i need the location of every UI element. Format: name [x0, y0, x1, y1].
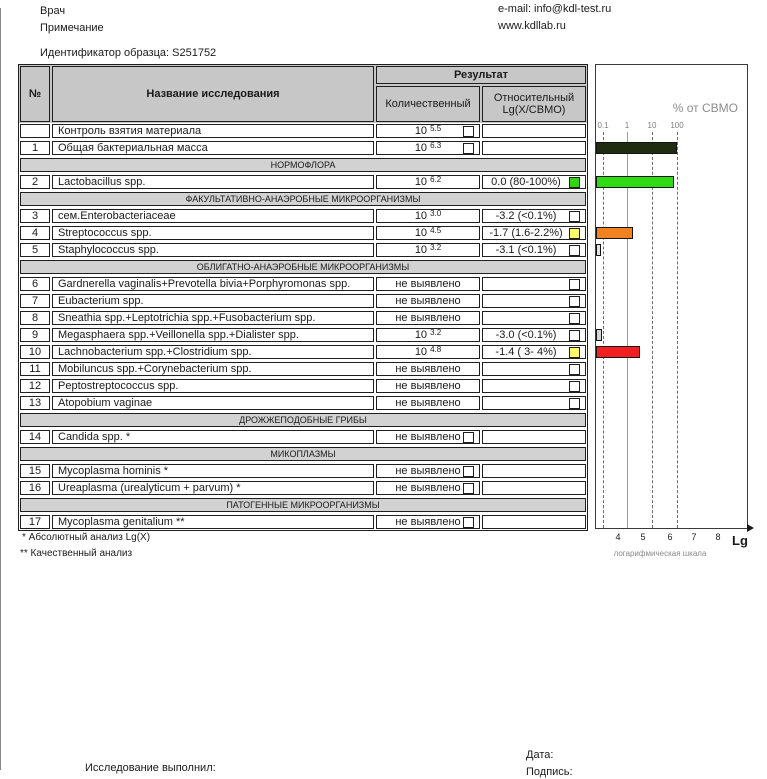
- not-detected-text: не выявлено: [395, 295, 461, 307]
- relative-result: [482, 175, 586, 189]
- table-row: [20, 277, 586, 291]
- relative-result: [482, 243, 586, 257]
- row-number: 11: [20, 362, 50, 376]
- row-number: 14: [20, 430, 50, 444]
- quantitative-result: [376, 209, 480, 223]
- relative-result: [482, 226, 586, 240]
- col-header-result: Результат: [376, 66, 586, 84]
- test-name: Candida spp. *: [52, 430, 374, 444]
- quantitative-result: [376, 362, 480, 376]
- table-body: [19, 124, 587, 530]
- result-checkbox: [569, 296, 580, 307]
- relative-result: [482, 481, 586, 495]
- test-name: Общая бактериальная масса: [52, 141, 374, 155]
- test-name: Gardnerella vaginalis+Prevotella bivia+Porphyromonas spp.: [52, 277, 374, 291]
- sample-id: Идентификатор образца: S251752: [40, 47, 217, 59]
- col-header-result-group: [376, 66, 586, 122]
- row-number: 15: [20, 464, 50, 478]
- not-detected-text: не выявлено: [395, 278, 461, 290]
- table-row: [20, 345, 586, 359]
- test-name: сем.Enterobacteriaceae: [52, 209, 374, 223]
- table-row: [20, 311, 586, 325]
- relative-result: [482, 464, 586, 478]
- test-name: Megasphaera spp.+Veillonella spp.+Dialister spp.: [52, 328, 374, 342]
- quantitative-result: [376, 175, 480, 189]
- row-number: 9: [20, 328, 50, 342]
- power-exponent: 3.2: [430, 328, 442, 337]
- test-name: Streptococcus spp.: [52, 226, 374, 240]
- result-checkbox: [569, 279, 580, 290]
- relative-result: [482, 311, 586, 325]
- section-header: ПАТОГЕННЫЕ МИКРООРГАНИЗМЫ: [20, 498, 586, 512]
- power-base: 10: [414, 244, 428, 256]
- chart-bar: [596, 346, 640, 358]
- row-number: 5: [20, 243, 50, 257]
- table-row: [20, 396, 586, 410]
- relative-result: [482, 345, 586, 359]
- quantitative-result: [376, 515, 480, 529]
- log-scale-caption: логарифмическая шкала: [613, 549, 707, 558]
- col-header-relative: [482, 86, 586, 122]
- relative-result: [482, 379, 586, 393]
- quantitative-result: [376, 481, 480, 495]
- relative-result: [482, 430, 586, 444]
- section-header: ФАКУЛЬТАТИВНО-АНАЭРОБНЫЕ МИКРООРГАНИЗМЫ: [20, 192, 586, 206]
- quantitative-result: [376, 226, 480, 240]
- not-detected-text: не выявлено: [395, 482, 461, 494]
- section-header: ДРОЖЖЕПОДОБНЫЕ ГРИБЫ: [20, 413, 586, 427]
- relative-value: -1.4 ( 3- 4%): [495, 346, 557, 358]
- test-name: Peptostreptococcus spp.: [52, 379, 374, 393]
- result-checkbox: [463, 466, 474, 477]
- row-number: 7: [20, 294, 50, 308]
- relative-abundance-chart: [595, 64, 748, 529]
- chart-bar: [596, 142, 677, 154]
- table-row: [20, 379, 586, 393]
- power-base: 10: [414, 176, 428, 188]
- row-number: 6: [20, 277, 50, 291]
- relative-value: 0.0 (80-100%): [491, 176, 561, 188]
- quantitative-result: [376, 345, 480, 359]
- result-checkbox: [569, 177, 580, 188]
- signature-label: Подпись:: [526, 766, 573, 778]
- row-number: 1: [20, 141, 50, 155]
- row-number: 2: [20, 175, 50, 189]
- table-header: [19, 65, 587, 123]
- lg-tick-label: 4: [615, 532, 621, 542]
- relative-result: [482, 515, 586, 529]
- power-base: 10: [414, 329, 428, 341]
- quantitative-result: [376, 277, 480, 291]
- test-name: Eubacterium spp.: [52, 294, 374, 308]
- lg-tick-label: 7: [691, 532, 697, 542]
- lab-email: e-mail: info@kdl-test.ru: [498, 3, 612, 15]
- not-detected-text: не выявлено: [395, 397, 461, 409]
- relative-result: [482, 141, 586, 155]
- chart-bar: [596, 244, 601, 256]
- quantitative-result: [376, 430, 480, 444]
- test-name: Lactobacillus spp.: [52, 175, 374, 189]
- quantitative-result: [376, 124, 480, 138]
- result-checkbox: [569, 364, 580, 375]
- results-table: [18, 64, 588, 531]
- test-name: Staphylococcus spp.: [52, 243, 374, 257]
- doctor-label: Врач: [40, 5, 66, 17]
- gridline-dashed: [603, 132, 604, 528]
- relative-value: -3.1 (<0.1%): [495, 244, 557, 256]
- col-header-quantitative: Количественный: [376, 86, 480, 122]
- lab-website: www.kdllab.ru: [498, 20, 566, 32]
- row-number: 13: [20, 396, 50, 410]
- result-checkbox: [569, 211, 580, 222]
- row-number: 4: [20, 226, 50, 240]
- table-row: [20, 141, 586, 155]
- result-checkbox: [569, 245, 580, 256]
- section-header: МИКОПЛАЗМЫ: [20, 447, 586, 461]
- power-exponent: 3.0: [430, 209, 442, 218]
- col-header-name: Название исследования: [52, 66, 374, 122]
- axis-arrow-icon: [747, 524, 754, 532]
- result-checkbox: [463, 483, 474, 494]
- table-row: [20, 226, 586, 240]
- chart-title: % от СВМО: [672, 101, 738, 115]
- table-row: [20, 294, 586, 308]
- result-checkbox: [569, 228, 580, 239]
- quantitative-result: [376, 294, 480, 308]
- gridline-solid: [627, 132, 628, 528]
- lg-axis-label: Lg: [732, 533, 748, 548]
- footnote-qualitative: ** Качественный анализ: [20, 548, 133, 559]
- not-detected-text: не выявлено: [395, 516, 461, 528]
- test-name: Atopobium vaginae: [52, 396, 374, 410]
- power-exponent: 5.5: [430, 124, 442, 133]
- col-header-number: №: [20, 66, 50, 122]
- chart-bar: [596, 329, 602, 341]
- table-row: [20, 209, 586, 223]
- not-detected-text: не выявлено: [395, 465, 461, 477]
- row-number: 16: [20, 481, 50, 495]
- performed-by-label: Исследование выполнил:: [85, 762, 216, 774]
- not-detected-text: не выявлено: [395, 312, 461, 324]
- table-row: [20, 481, 586, 495]
- section-header: НОРМОФЛОРА: [20, 158, 586, 172]
- power-exponent: 6.3: [430, 141, 442, 150]
- quantitative-result: [376, 328, 480, 342]
- relative-value: -1.7 (1.6-2.2%): [489, 227, 563, 239]
- test-name: Контроль взятия материала: [52, 124, 374, 138]
- table-row: [20, 328, 586, 342]
- col-header-relative-line1: Относительный: [493, 92, 575, 104]
- footnote-absolute: * Абсолютный анализ Lg(X): [22, 532, 151, 543]
- chart-bar: [596, 176, 674, 188]
- relative-result: [482, 209, 586, 223]
- table-row: [20, 430, 586, 444]
- row-number: [20, 124, 50, 138]
- result-checkbox: [463, 432, 474, 443]
- lg-tick-label: 5: [640, 532, 646, 542]
- lg-tick-label: 8: [715, 532, 721, 542]
- table-row: [20, 175, 586, 189]
- section-header: ОБЛИГАТНО-АНАЭРОБНЫЕ МИКРООРГАНИЗМЫ: [20, 260, 586, 274]
- quantitative-result: [376, 396, 480, 410]
- page-edge-line: [0, 8, 1, 770]
- not-detected-text: не выявлено: [395, 363, 461, 375]
- table-row: [20, 243, 586, 257]
- result-checkbox: [569, 313, 580, 324]
- not-detected-text: не выявлено: [395, 431, 461, 443]
- result-checkbox: [569, 347, 580, 358]
- table-row: [20, 362, 586, 376]
- quantitative-result: [376, 464, 480, 478]
- result-checkbox: [569, 381, 580, 392]
- row-number: 12: [20, 379, 50, 393]
- result-checkbox: [463, 143, 474, 154]
- quantitative-result: [376, 141, 480, 155]
- power-base: 10: [414, 346, 428, 358]
- test-name: Mycoplasma genitalium **: [52, 515, 374, 529]
- table-row: [20, 464, 586, 478]
- not-detected-text: не выявлено: [395, 380, 461, 392]
- row-number: 3: [20, 209, 50, 223]
- relative-value: -3.2 (<0.1%): [495, 210, 557, 222]
- row-number: 17: [20, 515, 50, 529]
- relative-result: [482, 362, 586, 376]
- percent-tick-label: 1: [624, 121, 630, 130]
- percent-tick-label: 100: [670, 121, 684, 130]
- power-base: 10: [414, 142, 428, 154]
- percent-tick-label: 0.1: [597, 121, 609, 130]
- table-row: [20, 515, 586, 529]
- quantitative-result: [376, 379, 480, 393]
- result-checkbox: [569, 330, 580, 341]
- result-checkbox: [569, 398, 580, 409]
- power-exponent: 6.2: [430, 175, 442, 184]
- quantitative-result: [376, 311, 480, 325]
- test-name: Lachnobacterium spp.+Clostridium spp.: [52, 345, 374, 359]
- test-name: Mycoplasma hominis *: [52, 464, 374, 478]
- test-name: Sneathia spp.+Leptotrichia spp.+Fusobacterium spp.: [52, 311, 374, 325]
- test-name: Mobiluncus spp.+Corynebacterium spp.: [52, 362, 374, 376]
- quantitative-result: [376, 243, 480, 257]
- power-exponent: 3.2: [430, 243, 442, 252]
- power-base: 10: [414, 210, 428, 222]
- relative-result: [482, 124, 586, 138]
- result-checkbox: [463, 517, 474, 528]
- test-name: Ureaplasma (urealyticum + parvum) *: [52, 481, 374, 495]
- power-exponent: 4.8: [430, 345, 442, 354]
- result-checkbox: [463, 126, 474, 137]
- power-exponent: 4.5: [430, 226, 442, 235]
- row-number: 8: [20, 311, 50, 325]
- relative-result: [482, 294, 586, 308]
- date-label: Дата:: [526, 749, 554, 761]
- power-base: 10: [414, 125, 428, 137]
- relative-result: [482, 328, 586, 342]
- power-base: 10: [414, 227, 428, 239]
- gridline-dashed: [652, 132, 653, 528]
- relative-result: [482, 277, 586, 291]
- relative-value: -3.0 (<0.1%): [495, 329, 557, 341]
- lg-tick-label: 6: [667, 532, 673, 542]
- chart-bar: [596, 227, 633, 239]
- gridline-dashed: [677, 132, 678, 528]
- row-number: 10: [20, 345, 50, 359]
- note-label: Примечание: [40, 22, 104, 34]
- relative-result: [482, 396, 586, 410]
- col-header-relative-line2: Lg(X/СВМО): [502, 104, 566, 116]
- table-row: [20, 124, 586, 138]
- percent-tick-label: 10: [647, 121, 657, 130]
